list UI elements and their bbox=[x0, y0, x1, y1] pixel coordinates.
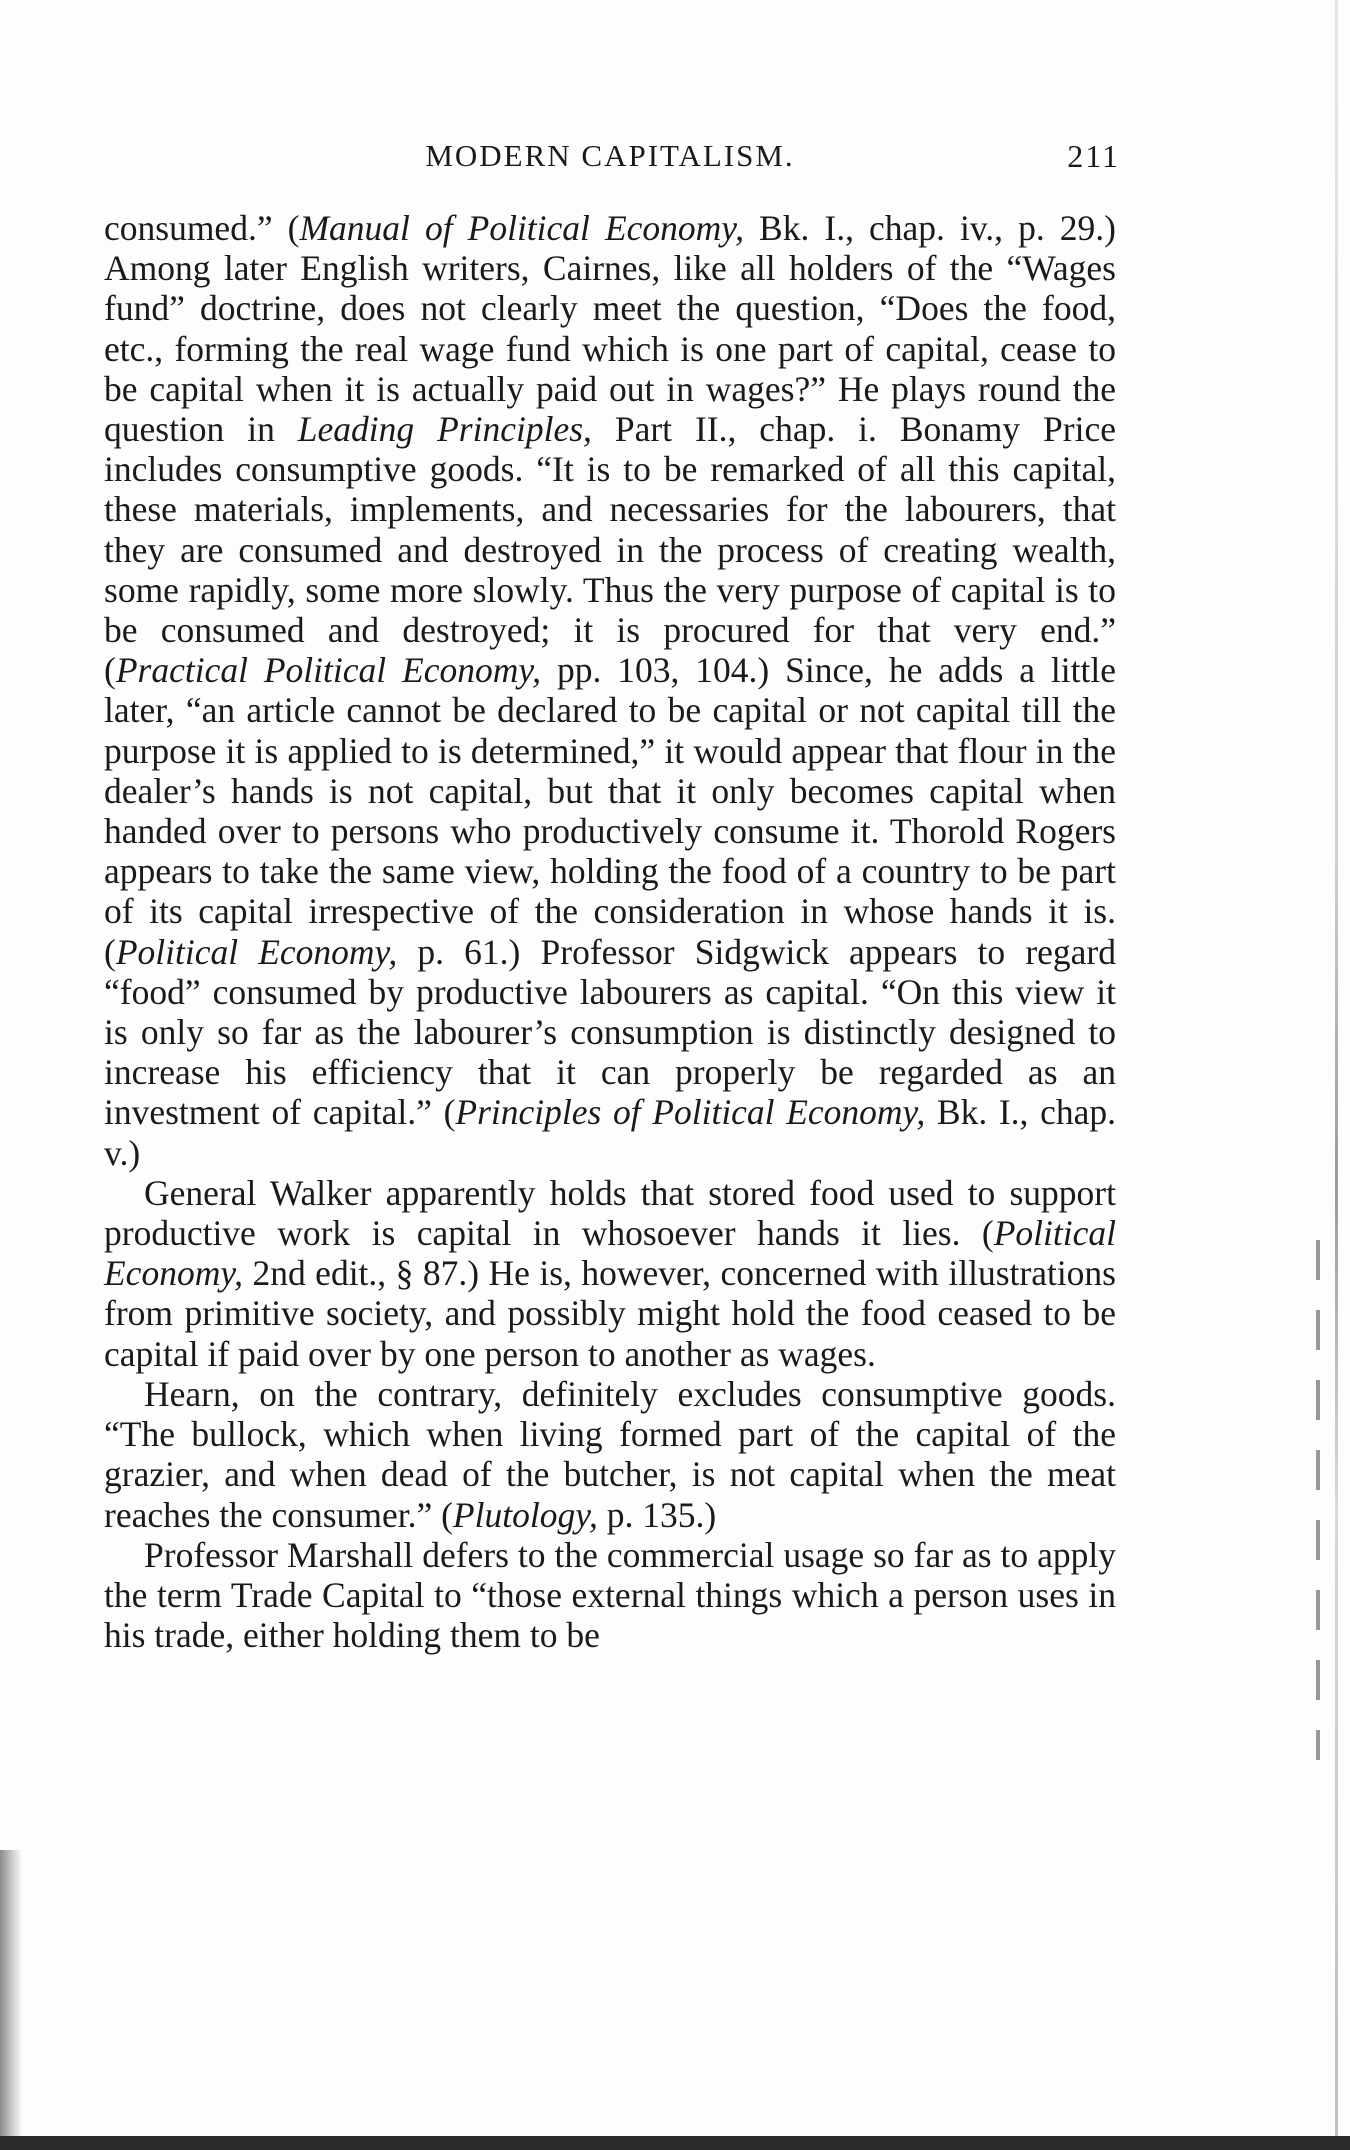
text-run: Bk. I., chap. iv., p. 29.) Among later English writers, Cairnes, like all holders of the “Wages fund” doctrine, does not clearly meet the question, “Does the food, etc., forming the real wage fund which is one part of capital, cease to be capital when it is actually paid out in wages?” He plays round the question in bbox=[104, 208, 1116, 450]
citation-title: Plutology, bbox=[452, 1494, 598, 1535]
citation-title: Manual of Political Economy, bbox=[299, 208, 744, 248]
text-run: Hearn, on the contrary, definitely excludes consumptive goods. “The bullock, which when living formed part of the capital of the grazier, and when dead of the butcher, is not capital when the meat reaches the consumer.” ( bbox=[104, 1373, 1116, 1535]
text-run: consumed.” ( bbox=[104, 208, 300, 248]
paragraph-3 bbox=[104, 1374, 1116, 1535]
text-run: General Walker apparently holds that stored food used to support productive work is capital in whosoever hands it lies. ( bbox=[104, 1172, 1116, 1254]
text-run: p. 135.) bbox=[597, 1494, 717, 1535]
citation-title: Political Economy, bbox=[104, 1213, 1116, 1294]
scan-edge-right bbox=[1335, 0, 1338, 2150]
text-run: Bk. I., chap. v.) bbox=[104, 1092, 1116, 1173]
text-run: pp. 103, 104.) Since, he adds a little later, “an article cannot be declared to be capital or not capital till the purpose it is applied to is determined,” it would appear that flour in the dealer’s hands is not capital, but that it only becomes capital when handed over to persons who productively consume it. Thorold Rogers appears to take the same view, holding the food of a country to be part of its capital irrespective of the consideration in whose hands it is. ( bbox=[104, 650, 1116, 972]
citation-title: Political Economy, bbox=[115, 931, 398, 972]
text-run: Part II., chap. i. Bonamy Price includes consumptive goods. “It is to be remarked of all this capital, these materials, implements, and necessaries for the labourers, that they are consumed and destroyed in the process of creating wealth, some rapidly, some more slowly. Thus the very purpose of capital is to be consumed and destroyed; it is procured for that very end.” ( bbox=[104, 409, 1116, 691]
body-text bbox=[104, 208, 1116, 1655]
scan-artifact-right bbox=[1316, 1240, 1320, 1760]
paragraph-1 bbox=[104, 208, 1116, 1173]
citation-title: Leading Principles, bbox=[297, 409, 592, 450]
paragraph-2 bbox=[104, 1173, 1116, 1374]
text-run: 2nd edit., § 87.) He is, however, concerned with illustrations from primitive society, and possibly might hold the food ceased to be capital if paid over by one person to another as wages. bbox=[104, 1253, 1116, 1374]
citation-title: Principles of Political Economy, bbox=[455, 1092, 926, 1133]
running-head: MODERN CAPITALISM. bbox=[425, 138, 795, 173]
scan-edge-bottom bbox=[0, 2136, 1350, 2150]
text-run: p. 61.) Professor Sidgwick appears to regard “food” consumed by productive labourers as capital. “On this view it is only so far as the labourer’s consumption is distinctly designed to increase his efficiency that it can properly be regarded as an investment of capital.” ( bbox=[104, 931, 1116, 1133]
scan-edge-left bbox=[0, 1850, 22, 2150]
page-header bbox=[100, 138, 1120, 188]
text-run: Professor Marshall defers to the commercial usage so far as to apply the term Trade Capital to “those external things which a person uses in his trade, either holding them to be bbox=[104, 1534, 1116, 1656]
citation-title: Practical Political Economy, bbox=[115, 650, 542, 691]
page-number: 211 bbox=[1067, 138, 1120, 174]
paragraph-4 bbox=[104, 1535, 1116, 1656]
